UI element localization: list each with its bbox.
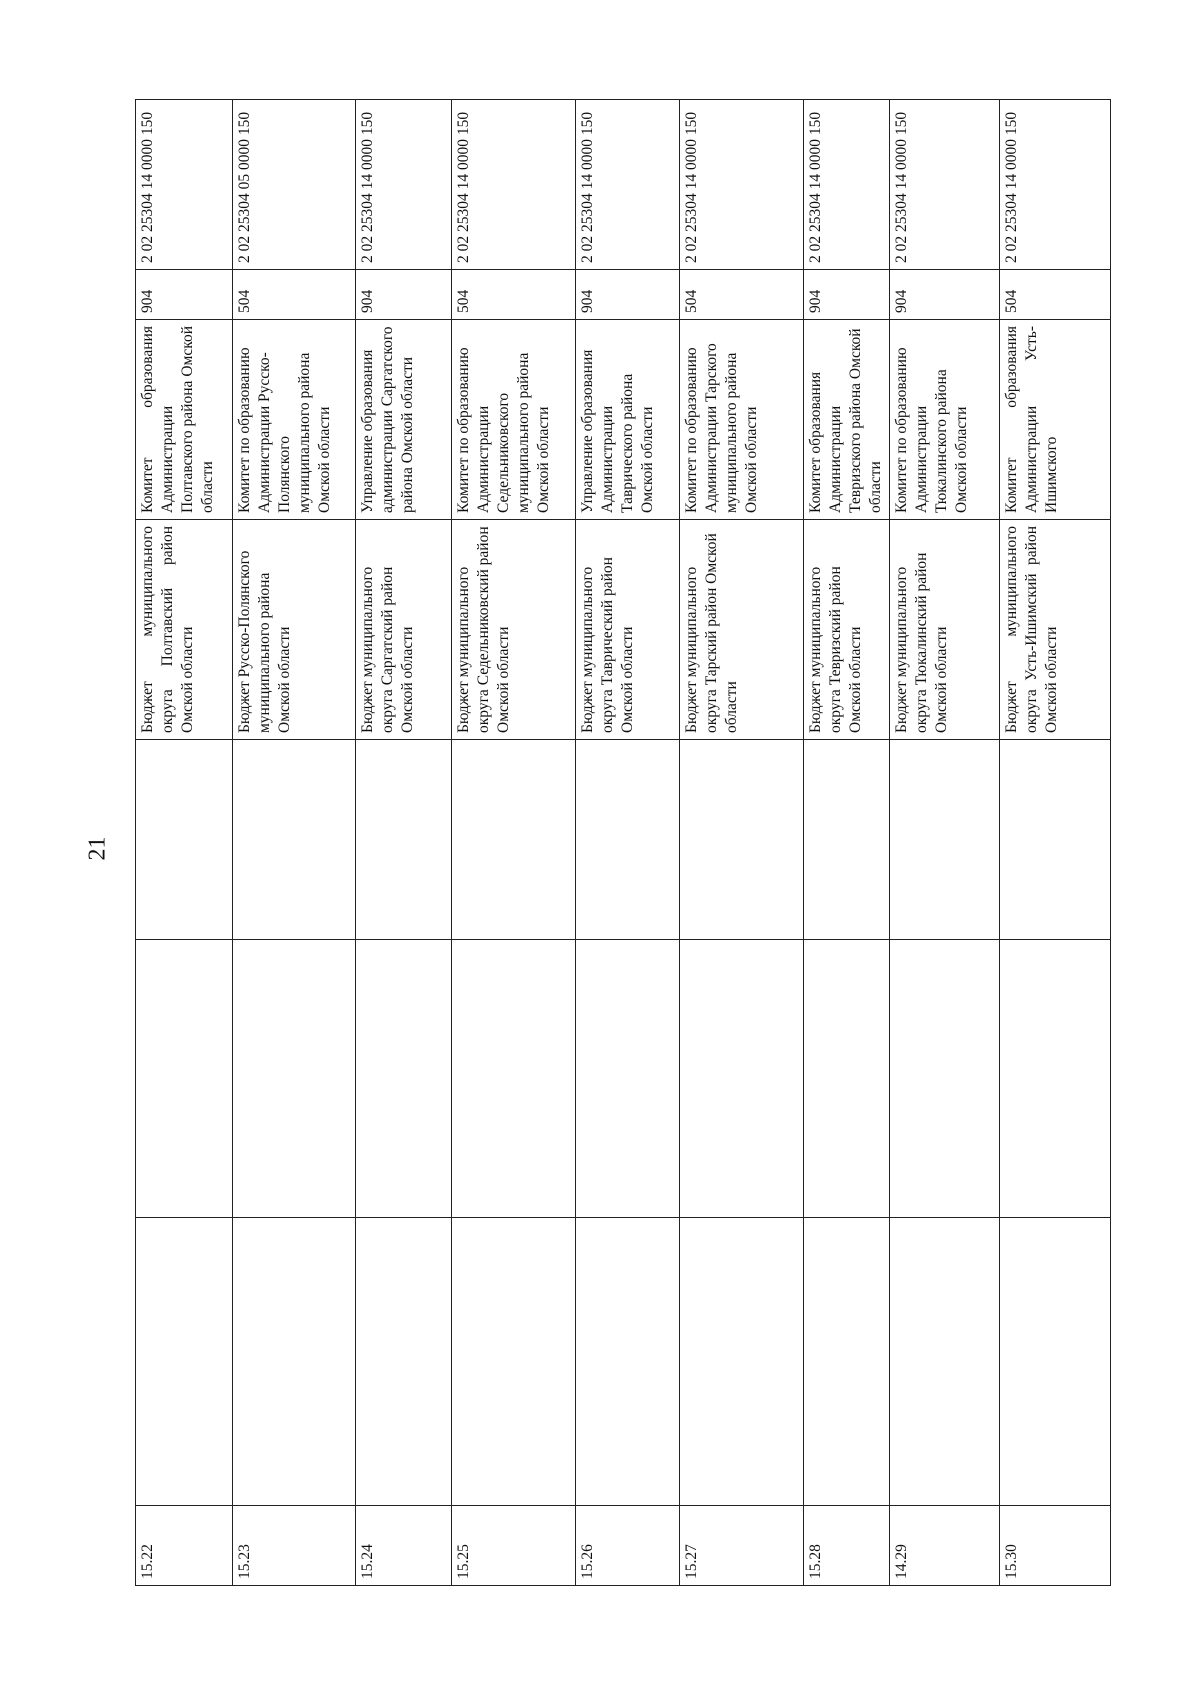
kbk-code: 2 02 25304 14 0000 150 — [890, 100, 1000, 270]
administrator-name: Комитет образования Администрации Усть-Ишимского — [1000, 320, 1111, 520]
table-row — [680, 100, 804, 1586]
administrator-name: Комитет по образованию Администрации Седельниковского муниципального района Омской области — [452, 320, 576, 520]
empty-cell — [1000, 1218, 1111, 1506]
budget-name: Бюджет муниципального округа Седельниковский район Омской области — [452, 520, 576, 740]
row-number: 15.24 — [356, 1506, 452, 1586]
kbk-code: 2 02 25304 14 0000 150 — [804, 100, 890, 270]
empty-cell — [356, 1218, 452, 1506]
empty-cell — [136, 940, 233, 1218]
empty-cell — [804, 740, 890, 940]
administrator-name: Комитет по образованию Администрации Тюкалинского района Омской области — [890, 320, 1000, 520]
admin-code: 504 — [680, 270, 804, 320]
budget-table — [135, 99, 1111, 1586]
budget-name: Бюджет муниципального округа Тюкалинский район Омской области — [890, 520, 1000, 740]
empty-cell — [1000, 740, 1111, 940]
budget-name: Бюджет муниципального округа Тарский район Омской области — [680, 520, 804, 740]
empty-cell — [890, 940, 1000, 1218]
empty-cell — [804, 940, 890, 1218]
table-row — [576, 100, 680, 1586]
administrator-name: Управление образования Администрации Таврического района Омской области — [576, 320, 680, 520]
row-number: 15.30 — [1000, 1506, 1111, 1586]
empty-cell — [680, 740, 804, 940]
empty-cell — [890, 1218, 1000, 1506]
empty-cell — [233, 740, 356, 940]
empty-cell — [452, 1218, 576, 1506]
admin-code: 504 — [1000, 270, 1111, 320]
row-number: 15.23 — [233, 1506, 356, 1586]
empty-cell — [576, 940, 680, 1218]
kbk-code: 2 02 25304 14 0000 150 — [680, 100, 804, 270]
admin-code: 904 — [356, 270, 452, 320]
empty-cell — [356, 940, 452, 1218]
kbk-code: 2 02 25304 14 0000 150 — [136, 100, 233, 270]
empty-cell — [136, 740, 233, 940]
empty-cell — [356, 740, 452, 940]
kbk-code: 2 02 25304 14 0000 150 — [452, 100, 576, 270]
admin-code: 904 — [136, 270, 233, 320]
admin-code: 904 — [804, 270, 890, 320]
row-number: 15.25 — [452, 1506, 576, 1586]
empty-cell — [576, 1218, 680, 1506]
table-row — [452, 100, 576, 1586]
kbk-code: 2 02 25304 14 0000 150 — [1000, 100, 1111, 270]
admin-code: 904 — [890, 270, 1000, 320]
empty-cell — [1000, 940, 1111, 1218]
kbk-code: 2 02 25304 14 0000 150 — [576, 100, 680, 270]
budget-name: Бюджет муниципального округа Тевризский район Омской области — [804, 520, 890, 740]
row-number: 14.29 — [890, 1506, 1000, 1586]
row-number: 15.22 — [136, 1506, 233, 1586]
admin-code: 904 — [576, 270, 680, 320]
administrator-name: Управление образования администрации Саргатского района Омской области — [356, 320, 452, 520]
empty-cell — [890, 740, 1000, 940]
row-number: 15.28 — [804, 1506, 890, 1586]
empty-cell — [136, 1218, 233, 1506]
empty-cell — [233, 1218, 356, 1506]
table-row — [804, 100, 890, 1586]
table-row — [136, 100, 233, 1586]
empty-cell — [233, 940, 356, 1218]
administrator-name: Комитет образования Администрации Полтавского района Омской области — [136, 320, 233, 520]
admin-code: 504 — [233, 270, 356, 320]
budget-name: Бюджет Русско-Полянского муниципального района Омской области — [233, 520, 356, 740]
table-body — [136, 100, 1111, 1586]
admin-code: 504 — [452, 270, 576, 320]
table-row — [1000, 100, 1111, 1586]
empty-cell — [452, 740, 576, 940]
administrator-name: Комитет образования Администрации Тевризского района Омской области — [804, 320, 890, 520]
page-number: 21 — [84, 836, 111, 861]
kbk-code: 2 02 25304 14 0000 150 — [356, 100, 452, 270]
rotated-table-frame — [135, 100, 1110, 1586]
empty-cell — [576, 740, 680, 940]
table-row — [356, 100, 452, 1586]
empty-cell — [804, 1218, 890, 1506]
kbk-code: 2 02 25304 05 0000 150 — [233, 100, 356, 270]
empty-cell — [680, 940, 804, 1218]
budget-name: Бюджет муниципального округа Саргатский район Омской области — [356, 520, 452, 740]
row-number: 15.26 — [576, 1506, 680, 1586]
empty-cell — [452, 940, 576, 1218]
budget-name: Бюджет муниципального округа Таврический район Омской области — [576, 520, 680, 740]
administrator-name: Комитет по образованию Администрации Русско-Полянского муниципального района Омской области — [233, 320, 356, 520]
administrator-name: Комитет по образованию Администрации Тарского муниципального района Омской области — [680, 320, 804, 520]
table-row — [890, 100, 1000, 1586]
table-row — [233, 100, 356, 1586]
budget-name: Бюджет муниципального округа Полтавский район Омской области — [136, 520, 233, 740]
budget-name: Бюджет муниципального округа Усть-Ишимский район Омской области — [1000, 520, 1111, 740]
row-number: 15.27 — [680, 1506, 804, 1586]
table-container — [135, 100, 1110, 1586]
empty-cell — [680, 1218, 804, 1506]
